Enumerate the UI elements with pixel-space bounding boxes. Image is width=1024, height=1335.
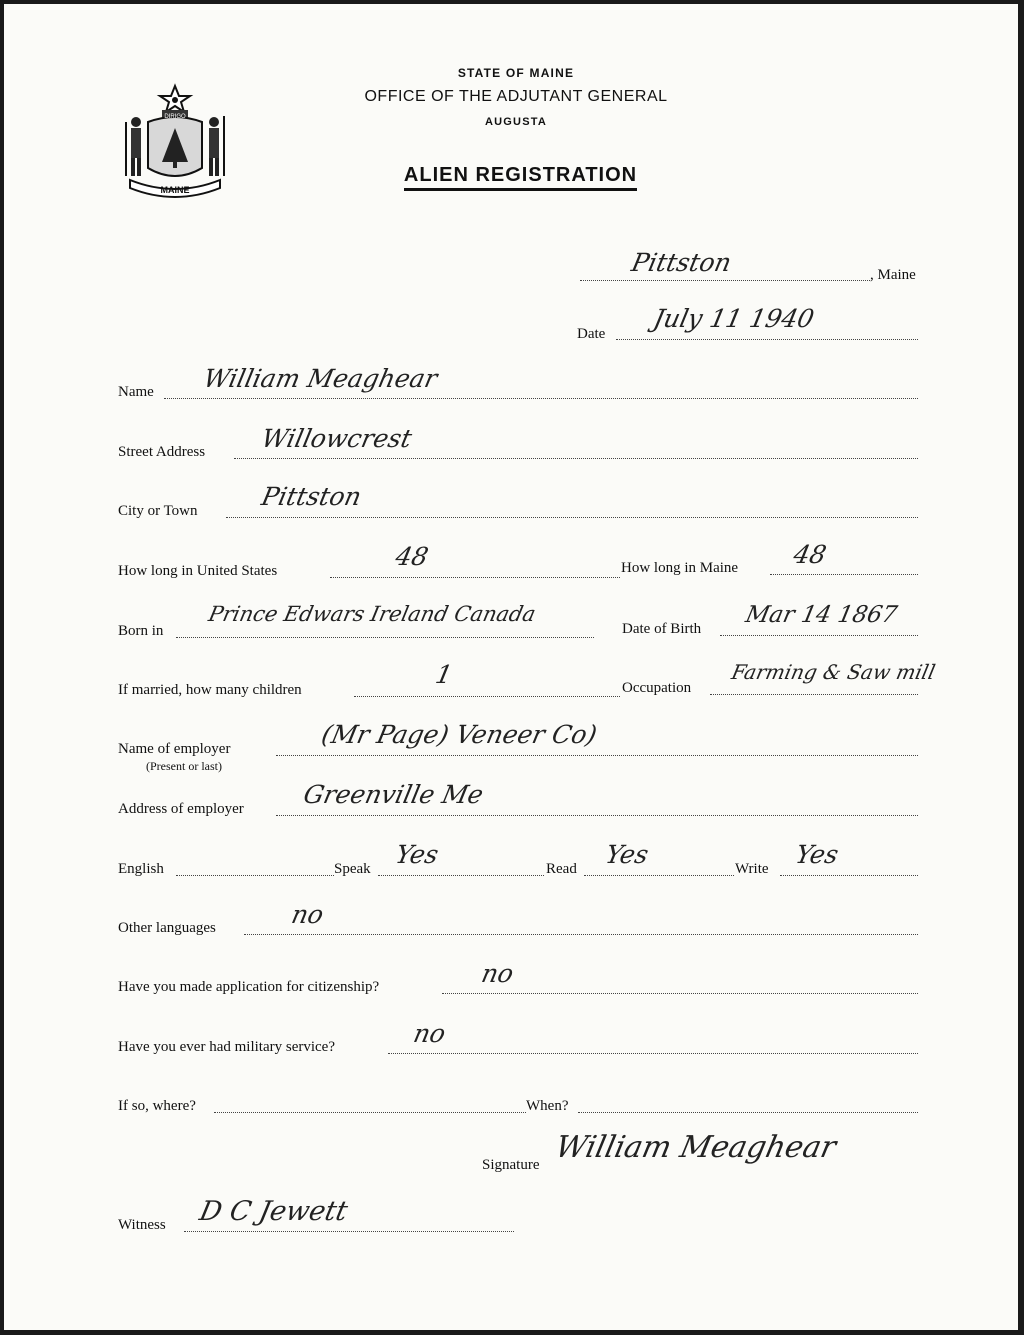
military-label: Have you ever had military service?: [118, 1039, 335, 1055]
street-label: Street Address: [118, 444, 206, 460]
read-label: Read: [546, 861, 577, 877]
witness-value: D C Jewett: [196, 1196, 351, 1227]
name-line: [164, 398, 918, 399]
other-languages-value: no: [288, 900, 327, 929]
seal-banner-text: MAINE: [160, 185, 190, 195]
town-value: Pittston: [628, 248, 735, 277]
children-value: 1: [432, 660, 455, 689]
header-office: OFFICE OF THE ADJUTANT GENERAL: [364, 88, 668, 105]
how-long-us-line: [330, 577, 620, 578]
witness-label: Witness: [118, 1217, 166, 1233]
maine-label: , Maine: [870, 267, 916, 283]
other-languages-line: [244, 934, 918, 935]
street-value: Willowcrest: [258, 424, 415, 453]
date-of-birth-value: Mar 14 1867: [743, 602, 900, 628]
date-label: Date: [577, 326, 606, 342]
date-line: [616, 339, 918, 340]
signature-label: Signature: [482, 1157, 540, 1173]
where-line: [214, 1112, 526, 1113]
form-title-text: ALIEN REGISTRATION: [404, 164, 637, 191]
speak-label: Speak: [334, 861, 371, 877]
english-label: English: [118, 861, 164, 877]
employer-address-line: [276, 815, 918, 816]
write-value: Yes: [792, 840, 842, 869]
how-long-us-value: 48: [392, 542, 431, 571]
how-long-maine-line: [770, 574, 918, 575]
city-label: City or Town: [118, 503, 198, 519]
born-in-label: Born in: [118, 623, 164, 639]
read-value: Yes: [602, 840, 652, 869]
write-line: [780, 875, 918, 876]
employer-address-label: Address of employer: [118, 801, 244, 817]
signature-value: William Meaghear: [552, 1130, 840, 1165]
employer-value: (Mr Page) Veneer Co): [318, 720, 600, 749]
military-value: no: [410, 1019, 449, 1048]
children-line: [354, 696, 620, 697]
occupation-value: Farming & Saw mill: [729, 660, 938, 684]
military-line: [388, 1053, 918, 1054]
name-label: Name: [118, 384, 154, 400]
children-label: If married, how many children: [118, 682, 302, 698]
occupation-line: [710, 694, 918, 695]
date-value: July 11 1940: [650, 304, 817, 333]
write-label: Write: [735, 861, 769, 877]
city-line: [226, 517, 918, 518]
born-in-value: Prince Edwars Ireland Canada: [206, 602, 538, 626]
when-label: When?: [526, 1098, 569, 1114]
date-of-birth-label: Date of Birth: [622, 621, 702, 637]
where-label: If so, where?: [118, 1098, 196, 1114]
employer-line: [276, 755, 918, 756]
town-line: [580, 280, 870, 281]
how-long-maine-label: How long in Maine: [621, 560, 739, 576]
street-line: [234, 458, 918, 459]
other-languages-label: Other languages: [118, 920, 216, 936]
how-long-us-label: How long in United States: [118, 563, 278, 579]
employer-label: Name of employer: [118, 741, 231, 757]
employer-note: (Present or last): [146, 759, 222, 773]
city-value: Pittston: [258, 482, 365, 511]
date-of-birth-line: [720, 635, 918, 636]
speak-line: [378, 875, 544, 876]
header-state: STATE OF MAINE: [457, 66, 575, 80]
born-in-line: [176, 637, 594, 638]
seal-motto-text: DIRIGO: [164, 114, 186, 120]
registration-form: [4, 4, 1018, 1330]
speak-value: Yes: [392, 840, 442, 869]
read-line: [584, 875, 734, 876]
name-value: William Meaghear: [200, 364, 440, 393]
when-line: [578, 1112, 918, 1113]
employer-address-value: Greenville Me: [300, 780, 486, 809]
occupation-label: Occupation: [622, 680, 692, 696]
citizenship-label: Have you made application for citizenship?: [118, 979, 380, 995]
citizenship-value: no: [478, 959, 517, 988]
form-title: [4, 164, 1018, 187]
header-city: AUGUSTA: [485, 116, 547, 128]
how-long-maine-value: 48: [790, 540, 829, 569]
citizenship-line: [442, 993, 918, 994]
witness-line: [184, 1231, 514, 1232]
english-line: [176, 875, 334, 876]
